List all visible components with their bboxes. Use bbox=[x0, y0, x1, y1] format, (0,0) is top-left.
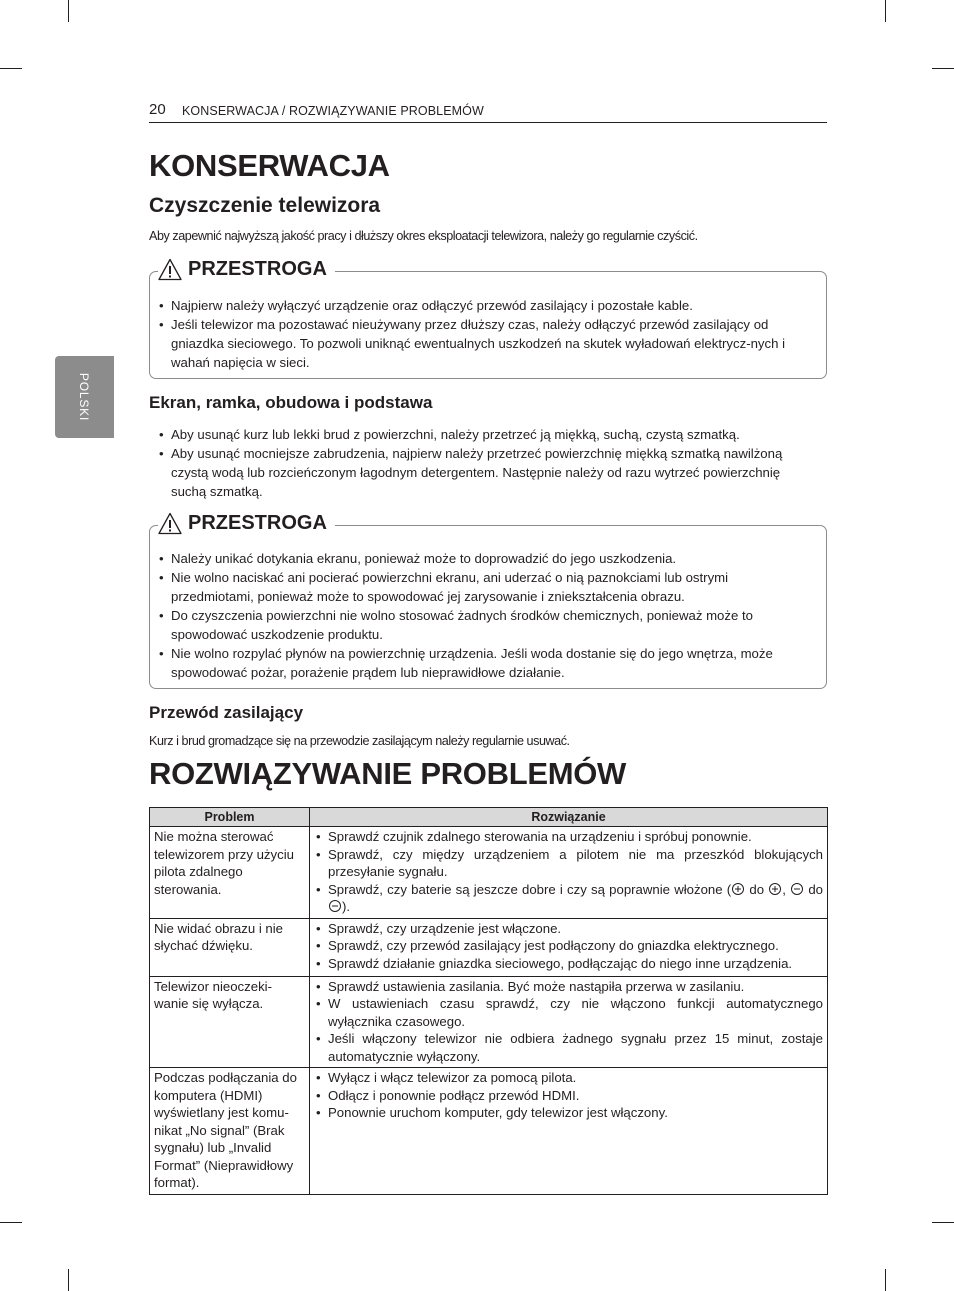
list-item: • Sprawdź, czy urządzenie jest włączone. bbox=[314, 920, 823, 938]
caution-list bbox=[150, 296, 814, 372]
troubleshooting-title: ROZWIĄZYWANIE PROBLEMÓW bbox=[149, 756, 627, 791]
crop-mark bbox=[932, 68, 954, 69]
crop-mark bbox=[932, 1222, 954, 1223]
problem-cell: Nie widać obrazu i nie słychać dźwięku. bbox=[150, 918, 310, 976]
minus-terminal-icon bbox=[791, 883, 803, 895]
list-item: • Najpierw należy wyłączyć urządzenie oraz odłączyć przewód zasilający i pozostałe kable. bbox=[150, 296, 814, 315]
list-item: • Sprawdź, czy przewód zasilający jest podłączony do gniazdka elektrycznego. bbox=[314, 937, 823, 955]
caution-box bbox=[149, 512, 827, 689]
crop-mark bbox=[885, 1269, 886, 1291]
problem-cell: Podczas podłączania do komputera (HDMI) wyświetlany jest komu-nikat „No signal” (Brak sygnału) lub „Invalid Format” (Nieprawidłowy format). bbox=[150, 1068, 310, 1195]
caution-box bbox=[149, 258, 827, 379]
troubleshooting-table bbox=[149, 807, 828, 1195]
list-item: • Sprawdź ustawienia zasilania. Być może nastąpiła przerwa w zasilaniu. bbox=[314, 978, 823, 996]
list-item: • Odłącz i ponownie podłącz przewód HDMI. bbox=[314, 1087, 823, 1105]
battery-text: , bbox=[782, 881, 791, 897]
screen-care-title: Ekran, ramka, obudowa i podstawa bbox=[149, 393, 433, 412]
caution-title: PRZESTROGA bbox=[188, 258, 327, 280]
cleaning-title: Czyszczenie telewizora bbox=[149, 194, 381, 217]
page-header bbox=[149, 101, 827, 123]
crop-mark bbox=[0, 1222, 22, 1223]
caution-heading bbox=[158, 512, 335, 535]
crop-mark bbox=[68, 0, 69, 22]
list-item: • Sprawdź czujnik zdalnego sterowania na urządzeniu i spróbuj ponownie. bbox=[314, 828, 823, 846]
list-item: • W ustawieniach czasu sprawdź, czy nie włączono funkcji automatycznego wyłącznika czasowego. bbox=[314, 995, 823, 1030]
battery-text: Sprawdź, czy baterie są jeszcze dobre i czy są poprawnie włożone ( bbox=[328, 881, 732, 897]
solution-cell bbox=[310, 1068, 828, 1195]
running-head: KONSERWACJA / ROZWIĄZYWANIE PROBLEMÓW bbox=[182, 104, 484, 118]
list-item bbox=[314, 881, 823, 916]
warning-triangle-icon bbox=[158, 258, 182, 281]
list-item: • Sprawdź działanie gniazdka sieciowego, podłączając do niego inne urządzenia. bbox=[314, 955, 823, 973]
language-tab-label: POLSKI bbox=[77, 372, 91, 422]
caution-title: PRZESTROGA bbox=[188, 512, 327, 534]
table-row bbox=[150, 827, 828, 919]
solution-cell bbox=[310, 827, 828, 919]
column-header-problem: Problem bbox=[150, 808, 310, 827]
list-item: • Aby usunąć mocniejsze zabrudzenia, najpierw należy przetrzeć powierzchnię miękką szmatką nawilżoną czystą wodą lub rozcieńczonym łagodnym detergentem. Następnie należy od razu wytrzeć powierzchnię suchą szmatką. bbox=[150, 444, 814, 501]
problem-cell: Telewizor nieoczeki-wanie się wyłącza. bbox=[150, 976, 310, 1068]
problem-cell: Nie można sterować telewizorem przy użyciu pilota zdalnego sterowania. bbox=[150, 827, 310, 919]
battery-text: do bbox=[745, 881, 769, 897]
list-item: • Jeśli włączony telewizor nie odbiera żadnego sygnału przez 15 minut, zostaje automatycznie wyłączony. bbox=[314, 1030, 823, 1065]
list-item: • Nie wolno naciskać ani pocierać powierzchni ekranu, ani uderzać o nią paznokciami lub ostrymi przedmiotami, ponieważ może to spowodować jej zarysowanie i zniekształcenia obrazu. bbox=[150, 568, 814, 606]
list-item: • Aby usunąć kurz lub lekki brud z powierzchni, należy przetrzeć ją miękką, suchą, czystą szmatką. bbox=[150, 425, 814, 444]
list-item: • Należy unikać dotykania ekranu, ponieważ może to doprowadzić do jego uszkodzenia. bbox=[150, 549, 814, 568]
table-row bbox=[150, 976, 828, 1068]
maintenance-title: KONSERWACJA bbox=[149, 148, 390, 183]
screen-care-list bbox=[150, 425, 814, 501]
battery-text: do bbox=[804, 881, 824, 897]
list-item: • Ponownie uruchom komputer, gdy telewizor jest włączony. bbox=[314, 1104, 823, 1122]
crop-mark bbox=[68, 1269, 69, 1291]
plus-terminal-icon bbox=[769, 883, 781, 895]
warning-triangle-icon bbox=[158, 512, 182, 535]
power-cord-text: Kurz i brud gromadzące się na przewodzie zasilającym należy regularnie usuwać. bbox=[149, 734, 570, 748]
table-row bbox=[150, 918, 828, 976]
solution-cell bbox=[310, 918, 828, 976]
list-item: • Sprawdź, czy między urządzeniem a pilotem nie ma przeszkód blokujących przesyłanie sygnału. bbox=[314, 846, 823, 881]
list-item: • Nie wolno rozpylać płynów na powierzchnię urządzenia. Jeśli woda dostanie się do jego wnętrza, może spowodować pożar, porażenie prądem lub nieprawidłowe działanie. bbox=[150, 644, 814, 682]
list-item: • Jeśli telewizor ma pozostawać nieużywany przez dłuższy czas, należy odłączyć przewód zasilający od gniazdka sieciowego. To pozwoli uniknąć ewentualnych uszkodzeń na skutek wyładowań elektrycz-nych i wahań napięcia w sieci. bbox=[150, 315, 814, 372]
list-item: • Wyłącz i włącz telewizor za pomocą pilota. bbox=[314, 1069, 823, 1087]
table-row bbox=[150, 1068, 828, 1195]
page-number: 20 bbox=[149, 101, 166, 118]
battery-text: ). bbox=[342, 899, 351, 914]
minus-terminal-icon bbox=[329, 900, 341, 912]
list-item: • Do czyszczenia powierzchni nie wolno stosować żadnych środków chemicznych, ponieważ może to spowodować uszkodzenie produktu. bbox=[150, 606, 814, 644]
table-header-row bbox=[150, 808, 828, 827]
caution-heading bbox=[158, 258, 335, 281]
crop-mark bbox=[885, 0, 886, 22]
solution-cell bbox=[310, 976, 828, 1068]
power-cord-title: Przewód zasilający bbox=[149, 703, 304, 722]
column-header-solution: Rozwiązanie bbox=[310, 808, 828, 827]
crop-mark bbox=[0, 68, 22, 69]
plus-terminal-icon bbox=[732, 883, 744, 895]
caution-list bbox=[150, 549, 814, 682]
cleaning-intro: Aby zapewnić najwyższą jakość pracy i dłuższy okres eksploatacji telewizora, należy go regularnie czyścić. bbox=[149, 229, 698, 243]
